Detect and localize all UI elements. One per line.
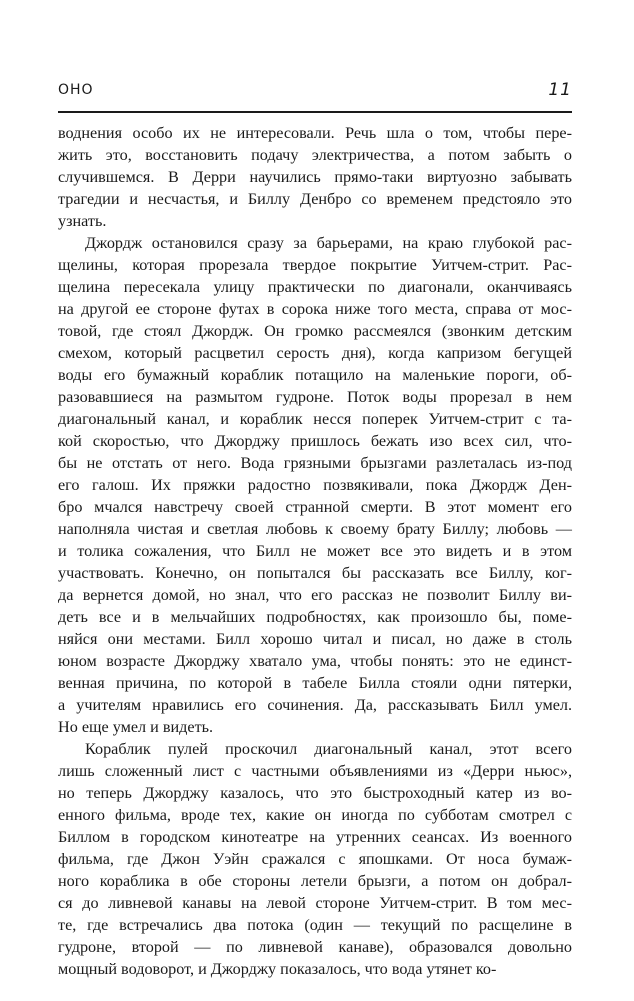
text-line: юном возрасте Джорджу хватало ума, чтобы понять: это не единст- — [58, 652, 572, 670]
text-line: воды его бумажный кораблик потащило на маленькие пороги, об- — [58, 366, 572, 384]
page-number: 11 — [548, 80, 572, 100]
text-line: товой, где стоял Джордж. Он громко рассмеялся (звонким детским — [58, 322, 572, 340]
text-line: ся до ливневой канавы на левой стороне Уитчем-стрит. В том мес- — [58, 894, 572, 912]
text-line: на другой ее стороне футах в сорока ниже того места, справа от мос- — [58, 300, 572, 318]
text-line: Но еще умел и видеть. — [58, 718, 214, 736]
text-line: лишь сложенный лист с частными объявлениями из «Дерри ньюс», — [58, 762, 572, 780]
text-line: Кораблик пулей проскочил диагональный канал, этот всего — [85, 740, 572, 758]
text-line: случившемся. В Дерри научились прямо-таки виртуозно забывать — [58, 168, 572, 186]
text-line: да вернется домой, но знал, что его рассказ не позволит Биллу ви- — [58, 586, 572, 604]
text-body — [58, 122, 572, 980]
text-line: няйся они местами. Билл хорошо читал и писал, но даже в столь — [58, 630, 572, 648]
text-line: смехом, который расцветил серость дня), когда капризом бегущей — [58, 344, 572, 362]
paragraph — [58, 122, 572, 232]
paragraph — [58, 738, 572, 980]
text-line: участвовать. Конечно, он попытался бы рассказать все Биллу, ког- — [58, 564, 572, 582]
text-line: енного фильма, вроде тех, какие он иногда по субботам смотрел с — [58, 806, 572, 824]
text-line: щелина пересекала улицу практически по диагонали, оканчиваясь — [58, 278, 572, 296]
text-line: трагедии и несчастья, и Биллу Денбро со временем предстояло это — [58, 190, 572, 208]
text-line: и толика сожаления, что Билл не может все это видеть и в этом — [58, 542, 572, 560]
text-line: Джордж остановился сразу за барьерами, на краю глубокой рас- — [85, 234, 572, 252]
text-line: а учителям нравились его сочинения. Да, рассказывать Билл умел. — [58, 696, 572, 714]
running-head — [58, 82, 572, 106]
text-line: венная причина, по которой в табеле Билла стояли одни пятерки, — [58, 674, 572, 692]
text-line: щелины, которая прорезала твердое покрытие Уитчем-стрит. Рас- — [58, 256, 572, 274]
text-line: фильма, где Джон Уэйн сражался с япошками. От носа бумаж- — [58, 850, 572, 868]
text-line: но теперь Джорджу казалось, что это быстроходный катер из во- — [58, 784, 572, 802]
text-line: узнать. — [58, 212, 107, 230]
text-line: бы не отстать от него. Вода грязными брызгами разлеталась из-под — [58, 454, 572, 472]
text-line: разовавшиеся на размытом гудроне. Поток воды прорезал в нем — [58, 388, 572, 406]
text-line: диагональный канал, и кораблик несся поперек Уитчем-стрит с та- — [58, 410, 572, 428]
text-line: кой скоростью, что Джорджу пришлось бежать изо всех сил, что- — [58, 432, 572, 450]
text-line: гудроне, второй — по ливневой канаве), образовался довольно — [58, 938, 572, 956]
book-title: ОНО — [58, 82, 94, 98]
text-line: наполняла чистая и светлая любовь к своему брату Биллу; любовь — — [58, 520, 572, 538]
paragraph — [58, 232, 572, 738]
text-line: ного кораблика в обе стороны летели брызги, а потом он добрал- — [58, 872, 572, 890]
text-line: деть все и в мельчайших подробностях, как произошло бы, поме- — [58, 608, 572, 626]
text-line: воднения особо их не интересовали. Речь шла о том, чтобы пере- — [58, 124, 572, 142]
text-line: его галош. Их пряжки радостно позвякивали, пока Джордж Ден- — [58, 476, 572, 494]
text-line: те, где встречались два потока (один — текущий по расщелине в — [58, 916, 572, 934]
text-line: жить это, восстановить подачу электричества, а потом забыть о — [58, 146, 572, 164]
text-line: Биллом в городском кинотеатре на утренних сеансах. Из военного — [58, 828, 572, 846]
text-line: мощный водоворот, и Джорджу показалось, что вода утянет ко- — [58, 960, 497, 978]
header-rule — [58, 111, 572, 113]
text-line: бро мчался навстречу своей странной смерти. В этот момент его — [58, 498, 572, 516]
